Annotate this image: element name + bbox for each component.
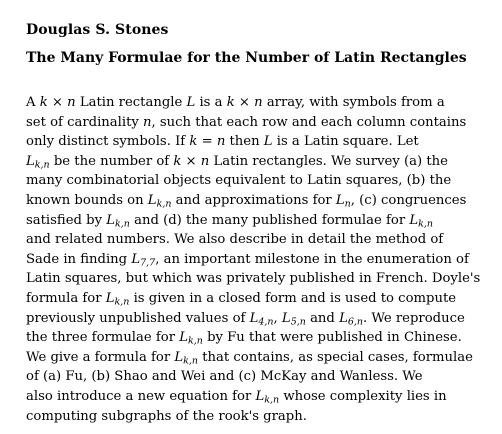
abstract-line: computing subgraphs of the rook's graph.	[26, 408, 307, 424]
abstract-line: Sade in finding $L_{7,7}$, an important milestone in the enumeration of	[26, 251, 469, 269]
abstract-line: set of cardinality n, such that each row and each column contains	[26, 114, 467, 130]
abstract-line: $L_{k,n}$ be the number of k × n Latin rectangles. We survey (a) the	[26, 153, 448, 171]
abstract-line: A k × n Latin rectangle L is a k × n array, with symbols from a	[26, 95, 445, 110]
abstract-line: the three formulae for $L_{k,n}$ by Fu that were published in Chinese.	[26, 330, 462, 347]
abstract-line: previously unpublished values of $L_{4,n}$, $L_{5,n}$ and $L_{6,n}$. We reproduce	[26, 310, 465, 327]
abstract-line: only distinct symbols. If k = n then L is a Latin square. Let	[26, 134, 419, 150]
abstract-line: and related numbers. We also describe in detail the method of	[26, 232, 444, 248]
abstract-line: also introduce a new equation for $L_{k,n}$ whose complexity lies in	[26, 388, 447, 406]
abstract-line: many combinatorial objects equivalent to Latin squares, (b) the	[26, 173, 452, 189]
abstract-line: formula for $L_{k,n}$ is given in a closed form and is used to compute	[26, 290, 457, 308]
abstract-line: of (a) Fu, (b) Shao and Wei and (c) McKay and Wanless. We	[26, 369, 423, 385]
paper-title: The Many Formulae for the Number of Latin Rectangles	[26, 50, 467, 66]
abstract-line: known bounds on $L_{k,n}$ and approximations for $L_n$, (c) congruences	[26, 192, 467, 210]
abstract-line: Latin squares, but which was privately published in French. Doyle's	[26, 271, 481, 287]
author-name: Douglas S. Stones	[26, 22, 169, 38]
abstract	[26, 93, 481, 426]
abstract-line: satisfied by $L_{k,n}$ and (d) the many published formulae for $L_{k,n}$	[26, 212, 434, 229]
abstract-line: We give a formula for $L_{k,n}$ that contains, as special cases, formulae	[26, 349, 473, 367]
